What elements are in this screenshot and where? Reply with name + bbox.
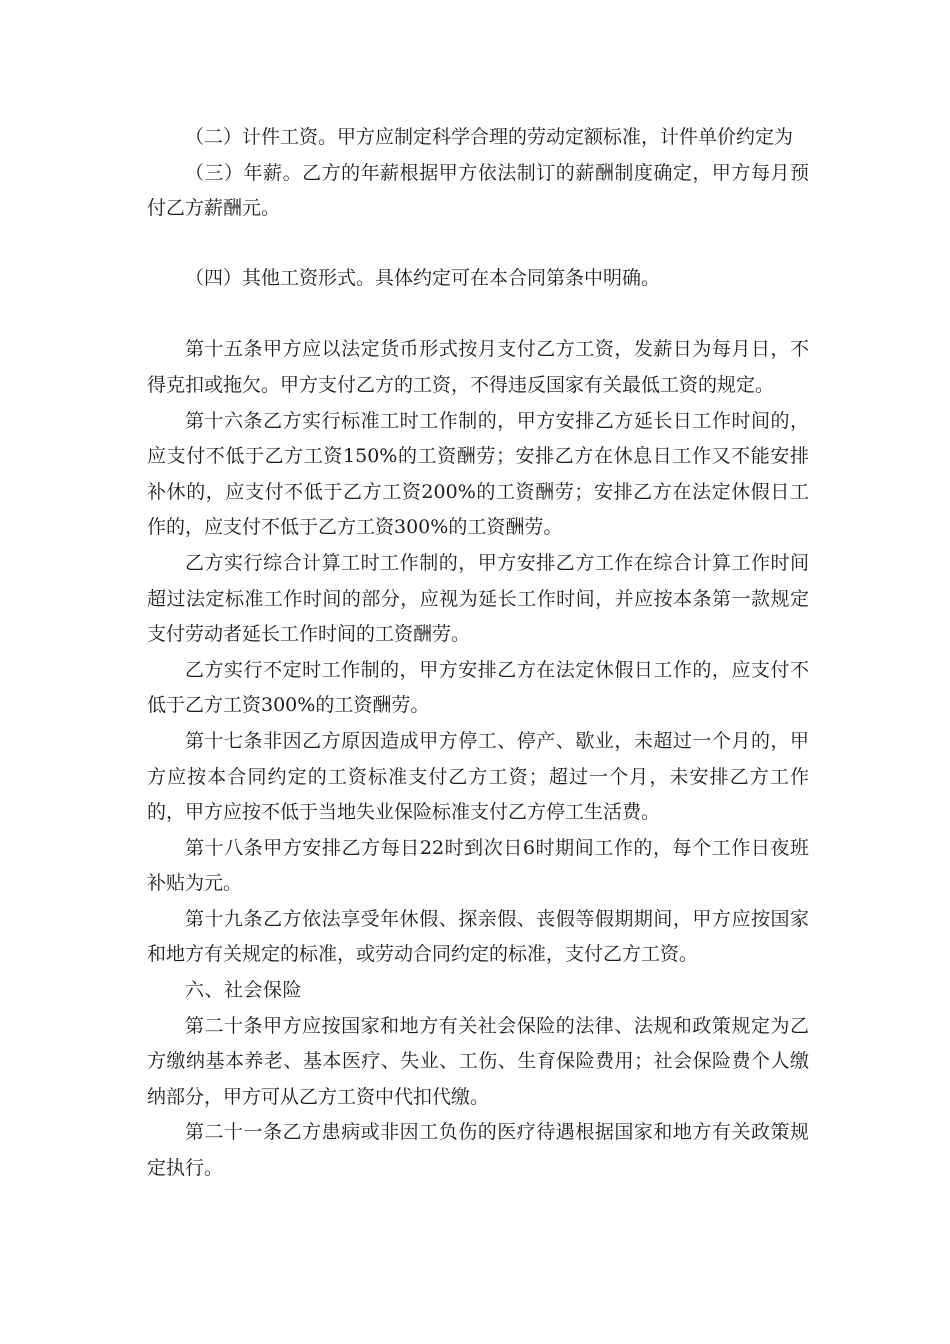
- paragraph-article-15: 第十五条甲方应以法定货币形式按月支付乙方工资，发薪日为每月日，不得克扣或拖欠。甲方支付乙方的工资，不得违反国家有关最低工资的规定。: [147, 338, 809, 396]
- paragraph-article-21: 第二十一条乙方患病或非因工负伤的医疗待遇根据国家和地方有关政策规定执行。: [147, 1121, 809, 1180]
- paragraph-other-wage-forms: （四）其他工资形式。具体约定可在本合同第条中明确。: [185, 266, 661, 289]
- document-body: [147, 120, 809, 1187]
- paragraph-piecework-wage: （二）计件工资。甲方应制定科学合理的劳动定额标准，计件单价约定为: [185, 126, 794, 148]
- paragraph-article-20: 第二十条甲方应按国家和地方有关社会保险的法律、法规和政策规定为乙方缴纳基本养老、基本医疗、失业、工伤、生育保险费用；社会保险费个人缴纳部分，甲方可从乙方工资中代扣代缴。: [147, 1014, 809, 1108]
- paragraph-article-18: 第十八条甲方安排乙方每日22时到次日6时期间工作的，每个工作日夜班补贴为元。: [147, 836, 809, 895]
- paragraph-comprehensive-hours: 乙方实行综合计算工时工作制的，甲方安排乙方工作在综合计算工作时间超过法定标准工作时间的部分，应视为延长工作时间，并应按本条第一款规定支付劳动者延长工作时间的工资酬劳。: [147, 551, 809, 646]
- paragraph-article-16: 第十六条乙方实行标准工时工作制的，甲方安排乙方延长日工作时间的，应支付不低于乙方工资150%的工资酬劳；安排乙方在休息日工作又不能安排补休的，应支付不低于乙方工资200%的工资酬劳；安排乙方在法定休假日工作的，应支付不低于乙方工资300%的工资酬劳。: [147, 409, 809, 539]
- paragraph-flexible-hours: 乙方实行不定时工作制的，甲方安排乙方在法定休假日工作的，应支付不低于乙方工资300%的工资酬劳。: [147, 658, 809, 717]
- paragraph-article-19: 第十九条乙方依法享受年休假、探亲假、丧假等假期期间，甲方应按国家和地方有关规定的标准，或劳动合同约定的标准，支付乙方工资。: [147, 907, 809, 966]
- paragraph-annual-salary: （三）年薪。乙方的年薪根据甲方依法制订的薪酬制度确定，甲方每月预付乙方薪酬元。: [147, 161, 809, 220]
- section-heading-social-insurance: 六、社会保险: [185, 979, 303, 1002]
- paragraph-article-17: 第十七条非因乙方原因造成甲方停工、停产、歇业，未超过一个月的，甲方应按本合同约定的工资标准支付乙方工资；超过一个月，未安排乙方工作的，甲方应按不低于当地失业保险标准支付乙方停工生活费。: [147, 729, 809, 824]
